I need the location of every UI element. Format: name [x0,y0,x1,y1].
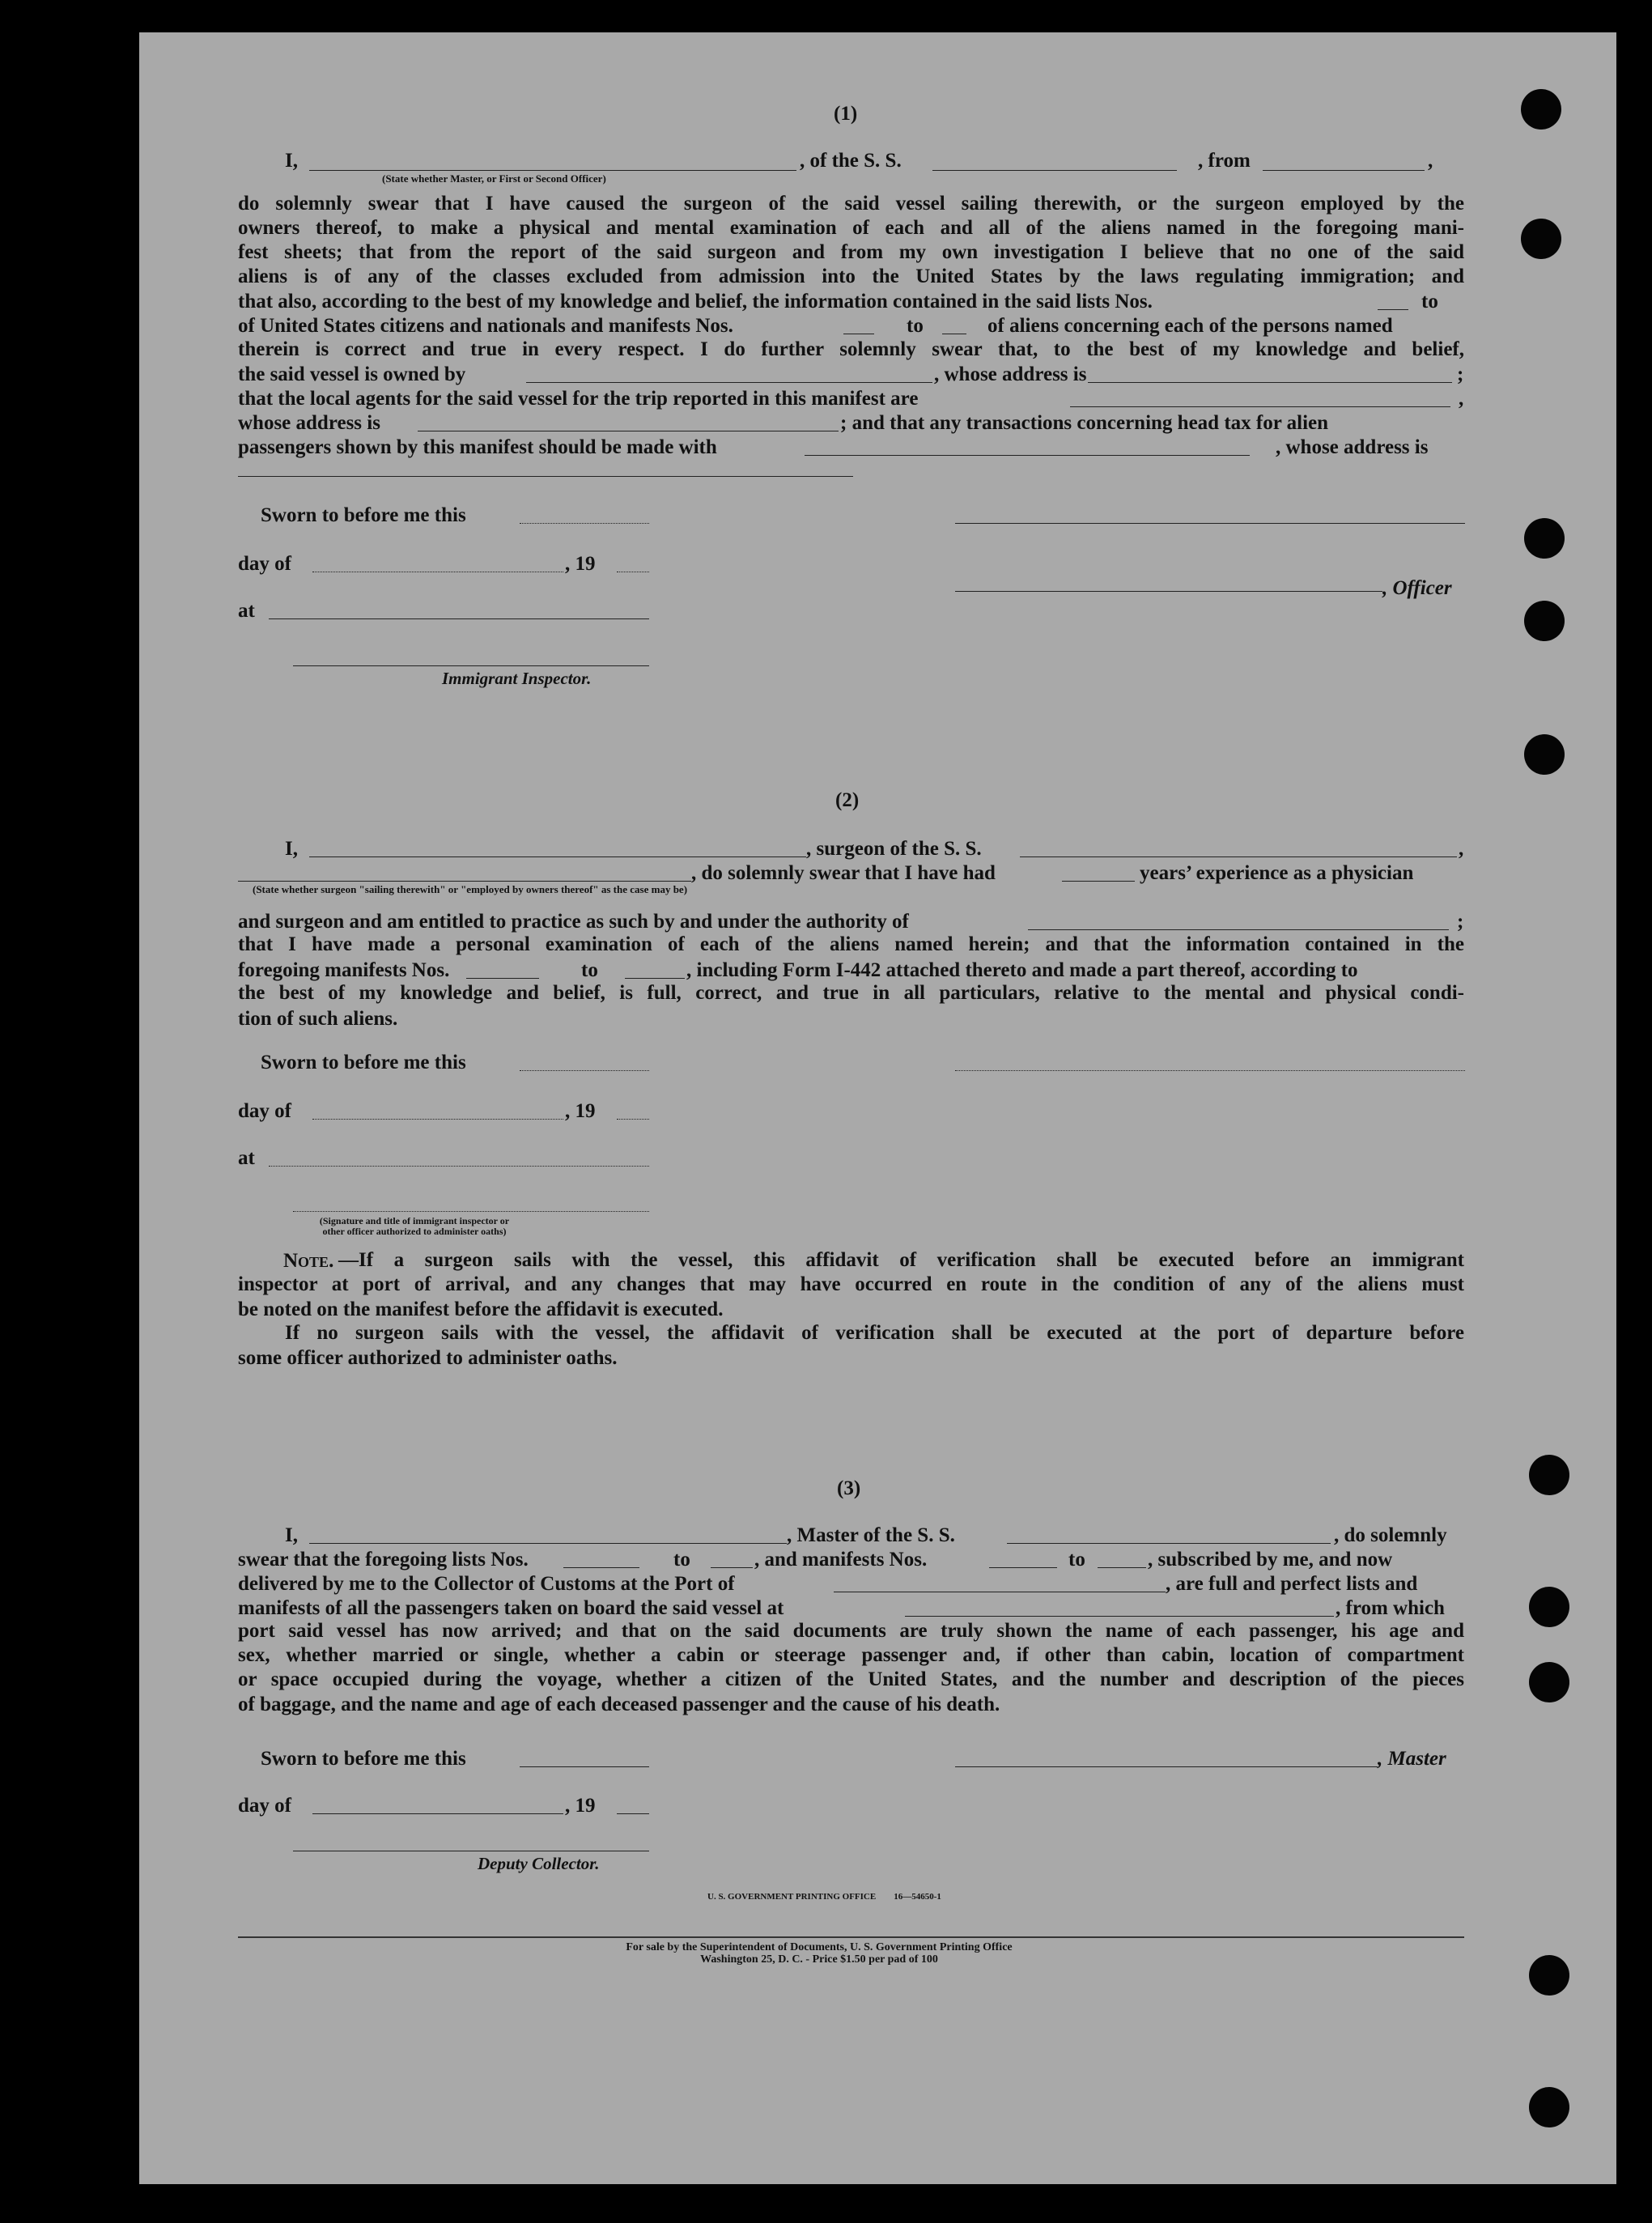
sec1-at: at [238,600,255,622]
sec2-sworn-line [520,1070,649,1071]
sec1-lists-nos: that also, according to the best of my knowledge and belief, the information contained in the said lists Nos. [238,291,1153,312]
sec2-foregoing: foregoing manifests Nos. [238,959,450,981]
sec1-citizens: of United States citizens and nationals and manifests Nos. [238,315,733,337]
sec1-head-tax: ; and that any transactions concerning head tax for alien [840,412,1329,434]
rank-caption: (State whether Master, or First or Second Officer) [382,172,606,185]
sec3-manifests-from-line [989,1567,1057,1568]
lists-from-line [1378,309,1408,310]
sec3-to-1: to [673,1549,690,1571]
punch-hole [1529,1455,1569,1495]
sec1-comma: , [1428,150,1433,172]
sec1-to-2: to [907,315,924,337]
footer-rule [238,1936,1464,1938]
sec3-boarding-line [905,1616,1334,1617]
sec1-to-1: to [1421,291,1438,312]
sec2-employment-line [238,881,691,882]
sec3-year-line [617,1813,649,1814]
gpo-imprint: U. S. GOVERNMENT PRINTING OFFICE 16—54650-1 [707,1892,941,1902]
sec2-surgeon-of: , surgeon of the S. S. [806,838,982,860]
sec1-agents: that the local agents for the said vessel for the trip reported in this manifest are [238,388,919,410]
punch-hole [1521,89,1561,130]
sec2-year-line [617,1119,649,1120]
sec3-vessel-line [1007,1543,1331,1544]
owner-line [526,382,932,383]
punch-hole [1524,734,1565,775]
sec1-body-4: aliens is of any of the classes excluded from admission into the United States by the laws regulating immigration; and [238,266,1464,287]
section-2-heading: (2) [835,789,860,811]
sec2-vessel-line [1020,856,1457,857]
sec3-delivered: delivered by me to the Collector of Customs at the Port of [238,1573,735,1595]
sec1-agents-comma: , [1459,388,1464,410]
sec1-passengers: passengers shown by this manifest should be made with [238,436,717,458]
sec2-sworn: Sworn to before me this [261,1052,466,1073]
punch-hole [1529,1955,1569,1996]
sec2-inspector-line [293,1211,649,1212]
sec3-master-name-line [309,1543,787,1544]
sec3-sworn-line [520,1766,649,1767]
sec2-sig-note-2: other officer authorized to administer oaths) [322,1226,507,1238]
sale-notice-1: For sale by the Superintendent of Documents, U. S. Government Printing Office [626,1941,1013,1953]
sec3-master-of: , Master of the S. S. [787,1524,955,1546]
sec2-authority-line [1028,929,1449,930]
sec2-authority: and surgeon and am entitled to practice as such by and under the authority of [238,911,909,933]
sec2-note2-2: some officer authorized to administer oaths. [238,1347,618,1369]
sec1-inspector-line [293,665,649,666]
punch-hole [1529,2087,1569,2127]
sec2-note2-1: If no surgeon sails with the vessel, the affidavit of verification shall be executed at the port of departure before [285,1322,1464,1344]
sec3-body-1: port said vessel has now arrived; and that on the said documents are truly shown the name of each passenger, his age and [238,1620,1464,1642]
sec3-subscribed: , subscribed by me, and now [1148,1549,1393,1571]
sec2-note-label: Note. [283,1250,334,1272]
punch-hole [1529,1662,1569,1702]
sec1-body-1: do solemnly swear that I have caused the surgeon of the said vessel sailing therewith, or the surgeon employed by the [238,193,1464,215]
sec2-surgeon-sig-line [955,1070,1465,1071]
sec3-solemnly: , do solemnly [1334,1524,1447,1546]
sec2-comma: , [1459,838,1464,860]
sec1-officer: , Officer [1382,577,1452,599]
punch-hole [1524,601,1565,641]
sec1-whose-address-3: , whose address is [1276,436,1429,458]
sec2-solemnly: , do solemnly swear that I have had [691,862,996,884]
sec2-sig-note-1: (Signature and title of immigrant inspector or [319,1215,510,1226]
sec2-day-line [312,1119,563,1120]
sec2-semicolon: ; [1457,911,1464,933]
sec2-day-of: day of [238,1100,291,1122]
section-1-heading: (1) [834,103,858,125]
sec1-owned-by: the said vessel is owned by [238,363,466,385]
sec2-manifests-to-line [625,978,685,979]
sec3-full-lists: , are full and perfect lists and [1166,1573,1418,1595]
sec1-sworn: Sworn to before me this [261,504,466,526]
from-port-line [1263,170,1425,171]
sec1-officer-sig-top [955,523,1465,524]
sec1-sworn-line [520,523,649,524]
sec1-officer-sig-line [955,591,1382,592]
sec1-semicolon: ; [1457,363,1464,385]
sec2-manifests-from-line [466,978,539,979]
sec3-i: I, [285,1524,298,1546]
sec1-nineteen: , 19 [565,553,596,575]
sec1-of-ss: , of the S. S. [800,150,902,172]
sec3-body-3: or space occupied during the voyage, whether a citizen of the United States, and the number and description of the pieces [238,1668,1464,1690]
sec1-correct: therein is correct and true in every respect. I do further solemnly swear that, to the best of my knowledge and belief, [238,338,1464,360]
sec1-whose-address: , whose address is [934,363,1087,385]
sec2-note-1: —If a surgeon sails with the vessel, this affidavit of verification shall be executed before an immigrant [338,1249,1464,1271]
sec3-to-2: to [1068,1549,1085,1571]
sec1-from: , from [1198,150,1251,172]
sec2-surgeon-name-line [309,856,806,857]
sec1-i: I, [285,150,298,172]
sec1-body-3: fest sheets; that from the report of the said surgeon and from my own investigation I believe that no one of the said [238,241,1464,263]
sec2-tion: tion of such aliens. [238,1008,398,1030]
sec2-to: to [581,959,598,981]
section-3-heading: (3) [837,1477,861,1499]
officer-rank-line [309,170,796,171]
agents-line [1070,406,1450,407]
sec3-and-manifests: , and manifests Nos. [754,1549,928,1571]
sec1-body-2: owners thereof, to make a physical and mental examination of each and all of the aliens named in the foregoing mani- [238,217,1464,239]
sec1-at-line [269,618,649,619]
sec3-lists-from-line [563,1567,639,1568]
sec3-last: of baggage, and the name and age of each deceased passenger and the cause of his death. [238,1694,1000,1715]
sec2-including: , including Form I-442 attached thereto and made a part thereof, according to [686,959,1358,981]
sec3-manifests-to-line [1098,1567,1146,1568]
sec3-master-sig-line [955,1766,1378,1767]
sec2-years-line [1062,881,1135,882]
sec2-years: years’ experience as a physician [1140,862,1414,884]
vessel-name-line [932,170,1177,171]
owner-address-line [1088,382,1452,383]
punch-hole [1529,1587,1569,1627]
punch-hole [1521,219,1561,259]
sec2-personal: that I have made a personal examination of each of the aliens named herein; and that the information contained in the [238,933,1464,955]
sec2-note-2: inspector at port of arrival, and any changes that may have occurred en route in the condition of any of the aliens must [238,1273,1464,1295]
sec3-day-line [312,1813,563,1814]
sec3-manifests: manifests of all the passengers taken on board the said vessel at [238,1597,784,1619]
sec3-deputy: Deputy Collector. [478,1854,600,1873]
sec3-master: , Master [1378,1748,1446,1770]
sec2-i: I, [285,838,298,860]
sec2-nineteen: , 19 [565,1100,596,1122]
sec2-sig-note [293,1216,536,1237]
head-tax-contact-line [805,455,1250,456]
sec3-sworn: Sworn to before me this [261,1748,466,1770]
sec2-note-last: be noted on the manifest before the affidavit is executed. [238,1299,724,1320]
head-tax-address-line [238,476,853,477]
sec1-whose-address-2: whose address is [238,412,380,434]
sec3-nineteen: , 19 [565,1795,596,1817]
punch-hole [1524,518,1565,559]
sec2-state-note: (State whether surgeon "sailing therewith" or "employed by owners thereof" as the case may be) [253,883,688,895]
sec3-from-which: , from which [1336,1597,1445,1619]
sec1-inspector: Immigrant Inspector. [442,669,592,688]
sec2-at-line [269,1166,649,1167]
sale-notice [560,1941,1078,1966]
sec3-swear: swear that the foregoing lists Nos. [238,1549,529,1571]
sec3-day-of: day of [238,1795,291,1817]
sale-notice-2: Washington 25, D. C. - Price $1.50 per pad of 100 [700,1953,938,1966]
sec1-day-of: day of [238,553,291,575]
form-sheet [139,32,1616,2184]
sec2-at: at [238,1147,255,1169]
sec3-body-2: sex, whether married or single, whether a cabin or steerage passenger and, if other than cabin, location of compartment [238,1644,1464,1666]
sec1-aliens-concerning: of aliens concerning each of the persons named [987,315,1393,337]
sec2-best: the best of my knowledge and belief, is full, correct, and true in all particulars, relative to the mental and physical condi- [238,982,1464,1004]
sec3-lists-to-line [711,1567,753,1568]
